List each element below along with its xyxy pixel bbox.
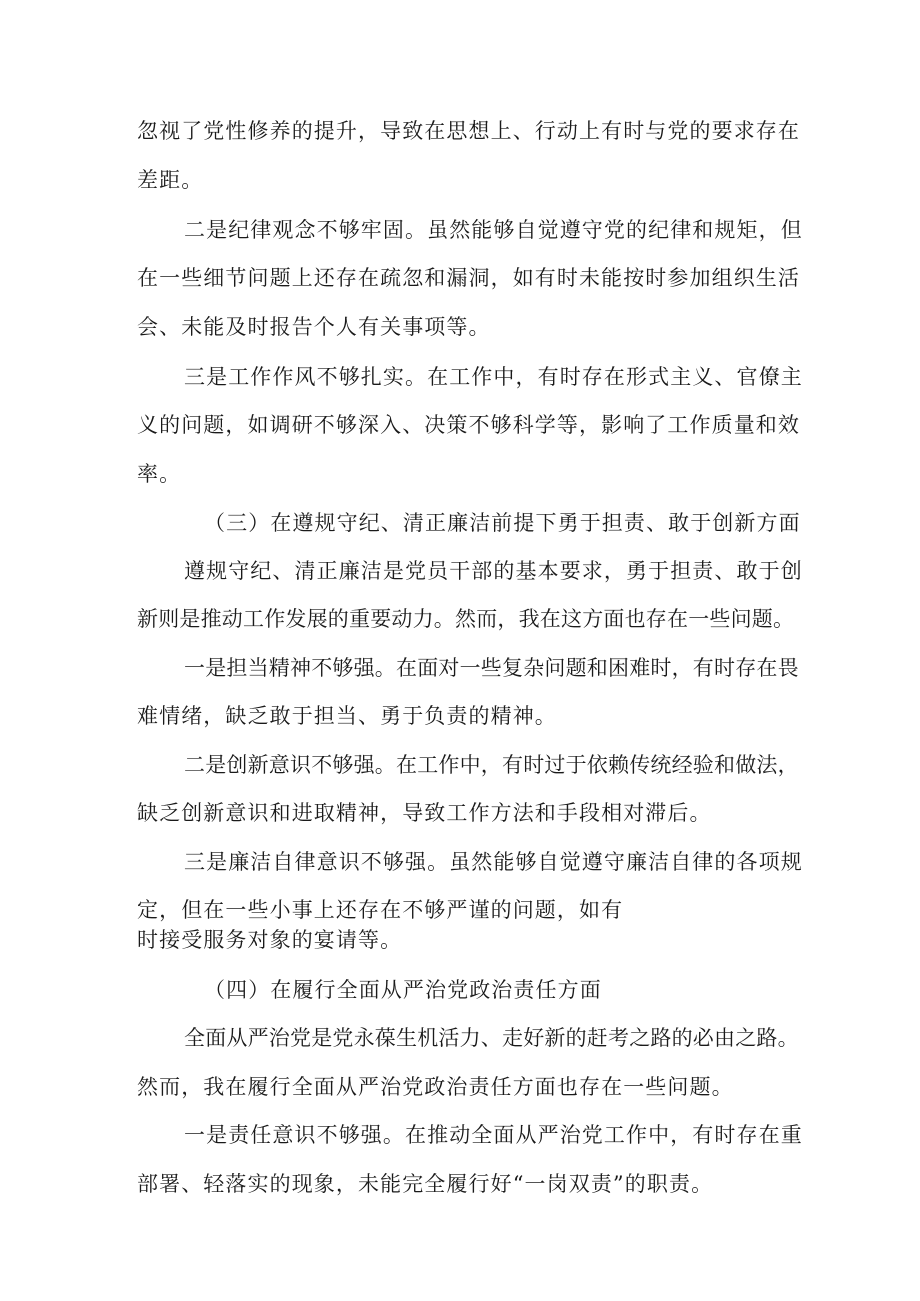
paragraph-line: 二是纪律观念不够牢固。虽然能够自觉遵守党的纪律和规矩，但 — [184, 218, 803, 242]
paragraph-line: 率。 — [137, 462, 182, 486]
paragraph-line: 缺乏创新意识和进取精神，导致工作方法和手段相对滞后。 — [137, 801, 712, 825]
paragraph-line: 在一些细节问题上还存在疏忽和漏洞，如有时未能按时参加组织生活 — [137, 266, 800, 290]
paragraph-line: 义的问题，如调研不够深入、决策不够科学等，影响了工作质量和效 — [137, 413, 800, 437]
paragraph-line: 然而，我在履行全面从严治党政治责任方面也存在一些问题。 — [137, 1075, 734, 1099]
section-heading: （三）在遵规守纪、清正廉洁前提下勇于担责、敢于创新方面 — [204, 511, 801, 535]
paragraph-line: 二是创新意识不够强。在工作中，有时过于依赖传统经验和做法， — [184, 753, 799, 777]
paragraph-line: 一是责任意识不够强。在推动全面从严治党工作中，有时存在重 — [184, 1123, 803, 1147]
paragraph-line: 会、未能及时报告个人有关事项等。 — [137, 315, 491, 339]
paragraph-line: 时接受服务对象的宴请等。 — [137, 928, 403, 952]
paragraph-line: 难情绪，缺乏敢于担当、勇于负责的精神。 — [137, 704, 557, 728]
paragraph-line: 全面从严治党是党永葆生机活力、走好新的赶考之路的必由之路。 — [184, 1026, 799, 1050]
paragraph-line: 一是担当精神不够强。在面对一些复杂问题和困难时，有时存在畏 — [184, 656, 799, 680]
paragraph-line: 定，但在一些小事上还存在不够严谨的问题，如有 — [137, 898, 624, 922]
paragraph-line: 三是工作作风不够扎实。在工作中，有时存在形式主义、官僚主 — [184, 365, 803, 389]
paragraph-line: 新则是推动工作发展的重要动力。然而，我在这方面也存在一些问题。 — [137, 607, 795, 631]
paragraph-line: 三是廉洁自律意识不够强。虽然能够自觉遵守廉洁自律的各项规 — [184, 850, 803, 874]
paragraph-line: 部署、轻落实的现象，未能完全履行好“一岗双责”的职责。 — [137, 1172, 714, 1196]
paragraph-line: 遵规守纪、清正廉洁是党员干部的基本要求，勇于担责、敢于创 — [184, 559, 803, 583]
paragraph-line: 差距。 — [137, 168, 204, 192]
paragraph-line: 忽视了党性修养的提升，导致在思想上、行动上有时与党的要求存在 — [137, 119, 800, 143]
section-heading: （四）在履行全面从严治党政治责任方面 — [204, 978, 602, 1002]
